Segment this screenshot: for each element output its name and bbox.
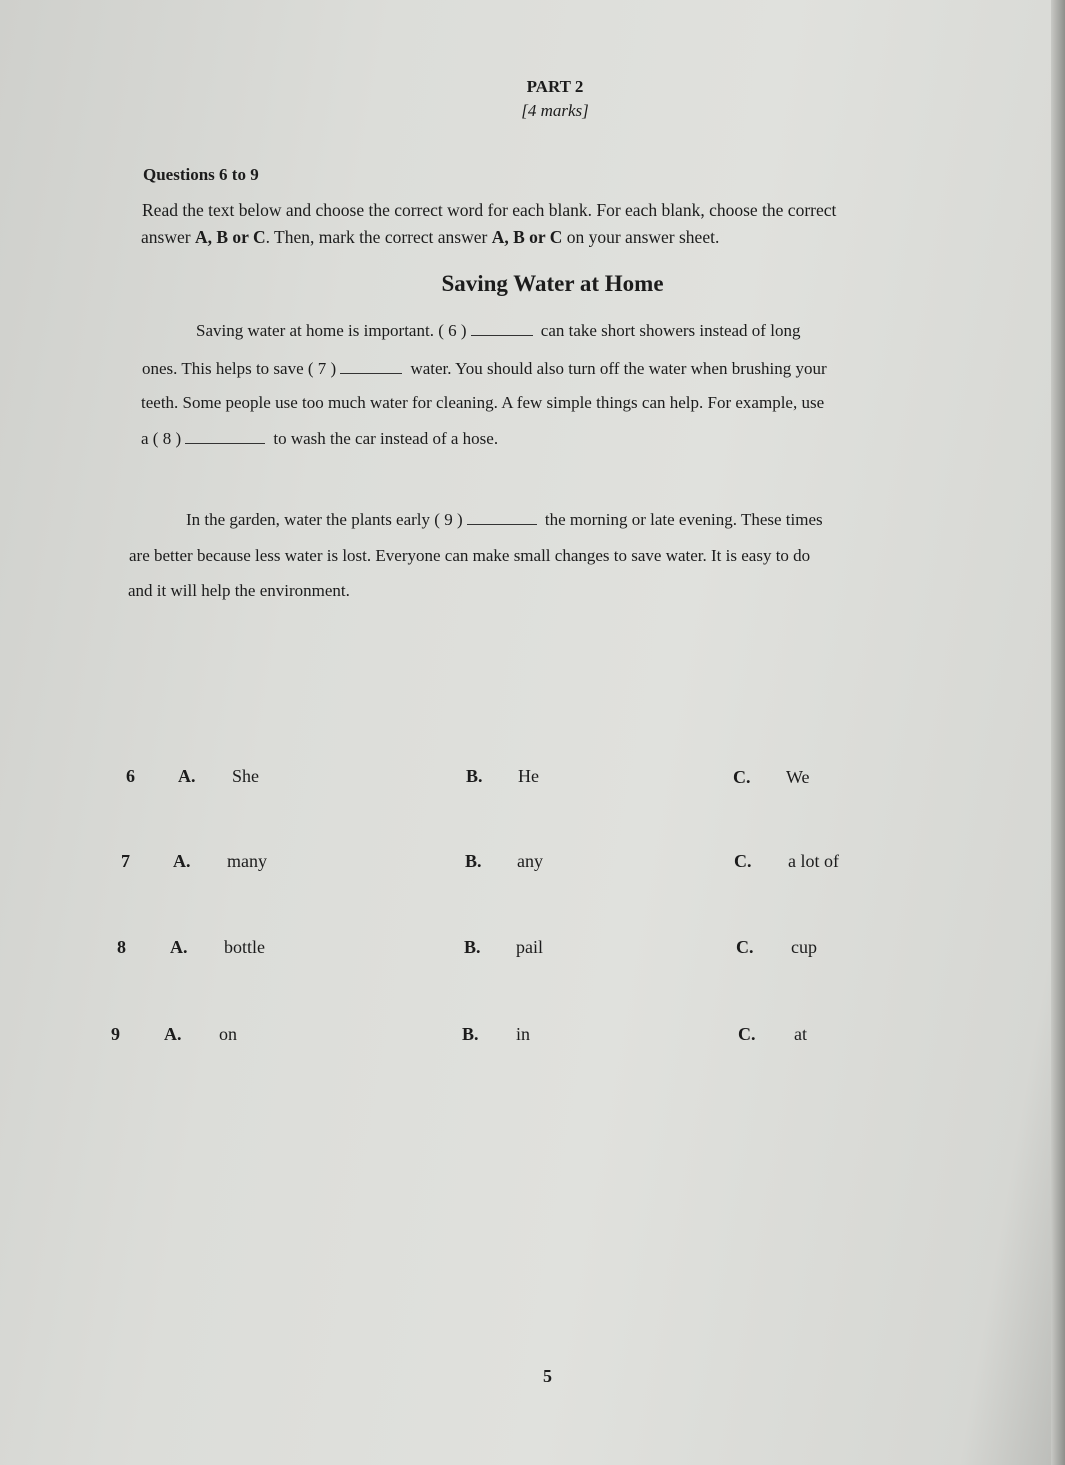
- passage-line: [186, 510, 823, 530]
- blank-6: [471, 323, 533, 336]
- instr-options: A, B or C: [194, 227, 266, 247]
- option-text[interactable]: in: [516, 1024, 531, 1044]
- passage-text: can take short showers instead of long: [540, 321, 801, 340]
- instr-text: . Then, mark the correct answer: [265, 227, 492, 247]
- blank-8: [185, 431, 265, 444]
- option-letter: B.: [465, 851, 482, 871]
- instr-text: answer: [141, 227, 195, 247]
- option-text[interactable]: He: [518, 766, 539, 786]
- passage-line: are better because less water is lost. Everyone can make small changes to save water. It is easy to do: [129, 546, 811, 565]
- option-letter: B.: [462, 1024, 479, 1044]
- option-text[interactable]: many: [227, 851, 267, 871]
- option-text[interactable]: at: [794, 1024, 807, 1044]
- passage-text: a ( 8 ): [141, 429, 182, 448]
- option-letter: A.: [178, 766, 196, 786]
- part-heading: PART 2: [526, 77, 584, 96]
- page-edge-shadow: [1051, 0, 1065, 1465]
- option-text[interactable]: on: [219, 1024, 237, 1044]
- passage-text: Saving water at home is important. ( 6 ): [196, 321, 467, 340]
- passage-line: [196, 321, 800, 341]
- option-letter: A.: [170, 937, 188, 957]
- passage-text: In the garden, water the plants early ( 9 ): [186, 510, 463, 529]
- option-text[interactable]: bottle: [224, 937, 265, 957]
- option-letter: A.: [173, 851, 191, 871]
- passage-text: water. You should also turn off the water when brushing your: [410, 359, 827, 378]
- option-text[interactable]: cup: [791, 937, 817, 957]
- option-letter: C.: [733, 767, 751, 787]
- option-text[interactable]: pail: [516, 937, 543, 957]
- passage-text: ones. This helps to save ( 7 ): [142, 359, 337, 378]
- instr-text: on your answer sheet.: [562, 227, 720, 247]
- option-text[interactable]: a lot of: [788, 851, 839, 871]
- question-number: 9: [111, 1024, 120, 1044]
- option-text[interactable]: She: [232, 766, 259, 786]
- passage-text: the morning or late evening. These times: [544, 510, 823, 529]
- passage-title: Saving Water at Home: [441, 271, 664, 296]
- question-number: 8: [117, 937, 126, 957]
- option-letter: A.: [164, 1024, 182, 1044]
- page-number: 5: [543, 1366, 552, 1386]
- instr-options: A, B or C: [491, 227, 563, 247]
- passage-text: to wash the car instead of a hose.: [273, 429, 499, 448]
- option-text[interactable]: any: [517, 851, 543, 871]
- question-number: 7: [121, 851, 130, 871]
- passage-line: teeth. Some people use too much water for cleaning. A few simple things can help. For example, use: [141, 393, 825, 412]
- passage-line: [142, 359, 827, 379]
- option-letter: B.: [466, 766, 483, 786]
- blank-9: [467, 512, 537, 525]
- marks-label: [4 marks]: [521, 101, 589, 120]
- option-letter: B.: [464, 937, 481, 957]
- blank-7: [340, 361, 402, 374]
- questions-heading: Questions 6 to 9: [143, 165, 259, 184]
- option-letter: C.: [738, 1024, 756, 1044]
- passage-line: and it will help the environment.: [128, 581, 350, 600]
- instructions-line-1: Read the text below and choose the correct word for each blank. For each blank, choose the correct: [142, 200, 837, 220]
- passage-line: [141, 429, 498, 449]
- option-letter: C.: [736, 937, 754, 957]
- option-text[interactable]: We: [786, 767, 810, 787]
- option-letter: C.: [734, 851, 752, 871]
- instructions-line-2: [141, 227, 719, 248]
- question-number: 6: [126, 766, 135, 786]
